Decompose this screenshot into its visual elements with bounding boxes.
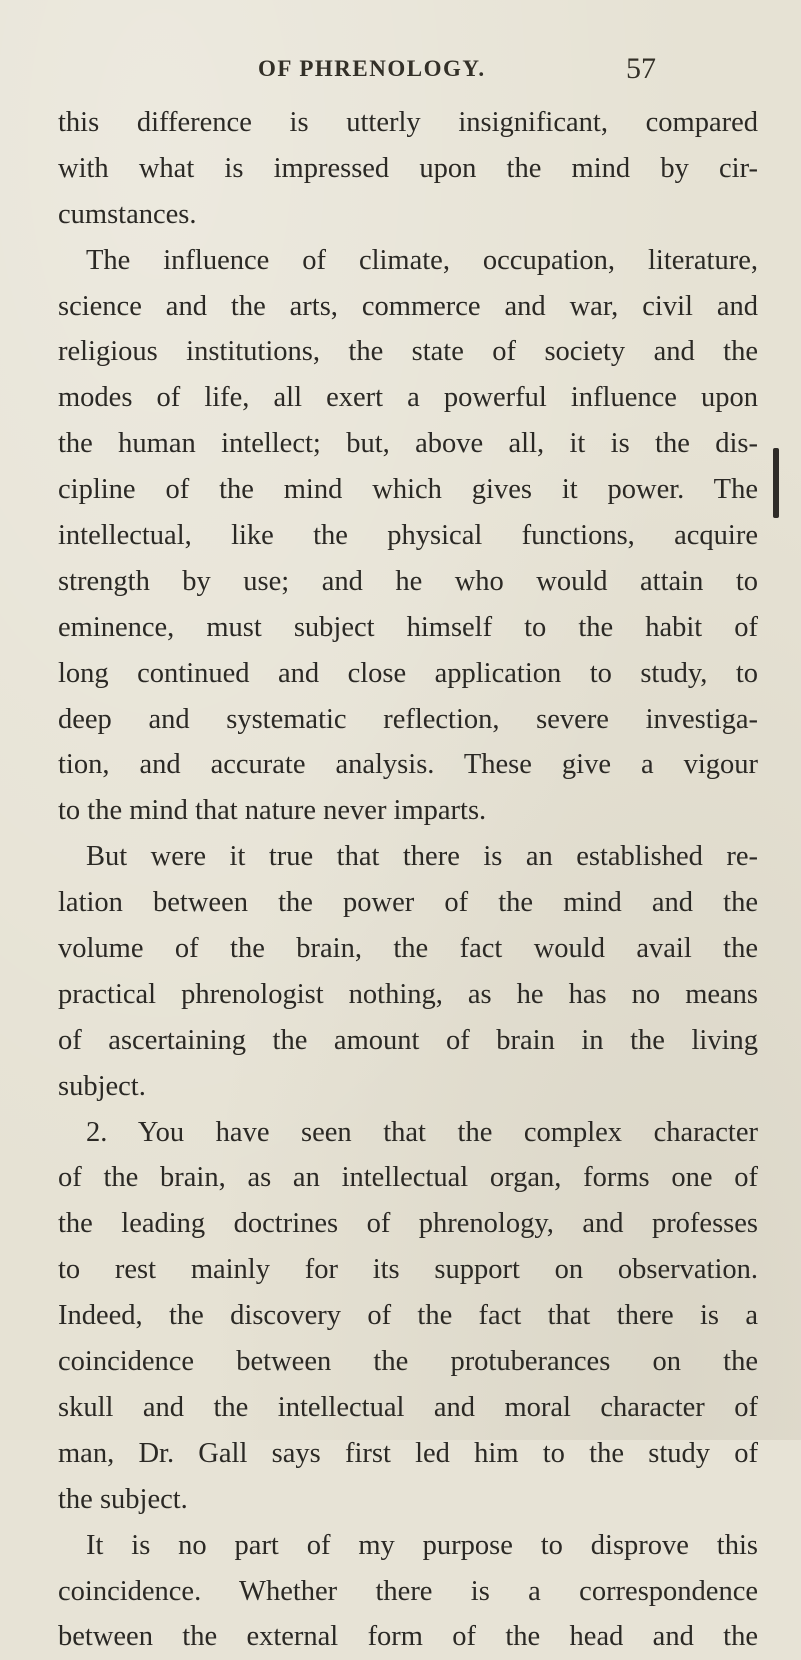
text-line: long continued and close application to study, to — [58, 657, 758, 689]
paragraph-start-line: The influence of climate, occupation, literature, — [86, 244, 758, 276]
margin-mark — [773, 448, 779, 518]
body-text — [58, 100, 758, 1660]
text-line: strength by use; and he who would attain to — [58, 565, 758, 597]
text-line: of ascertaining the amount of brain in the living — [58, 1024, 758, 1056]
page-header — [0, 54, 801, 94]
text-line: of the brain, as an intellectual organ, forms one of — [58, 1162, 758, 1194]
text-line: with what is impressed upon the mind by cir- — [58, 152, 758, 184]
text-line: to the mind that nature never imparts. — [58, 795, 487, 827]
text-line: subject. — [58, 1070, 146, 1102]
text-line: lation between the power of the mind and the — [58, 887, 758, 919]
text-line: Indeed, the discovery of the fact that there is a — [58, 1300, 758, 1332]
text-line: eminence, must subject himself to the habit of — [58, 611, 758, 643]
text-line: volume of the brain, the fact would avail the — [58, 933, 758, 965]
text-line: between the external form of the head and the — [58, 1621, 758, 1653]
paragraph-start-line: 2. You have seen that the complex character — [86, 1116, 758, 1148]
text-line: deep and systematic reflection, severe investiga- — [58, 703, 758, 735]
text-line: religious institutions, the state of society and the — [58, 336, 758, 368]
text-line: science and the arts, commerce and war, civil and — [58, 290, 758, 322]
text-line: cipline of the mind which gives it power. The — [58, 474, 758, 506]
text-line: tion, and accurate analysis. These give a vigour — [58, 749, 758, 781]
running-head: OF PHRENOLOGY. — [258, 56, 486, 81]
paragraph-start-line: It is no part of my purpose to disprove this — [86, 1529, 758, 1561]
text-line: practical phrenologist nothing, as he has no means — [58, 978, 758, 1010]
text-line: the leading doctrines of phrenology, and professes — [58, 1208, 758, 1240]
text-line: the human intellect; but, above all, it is the dis- — [58, 428, 758, 460]
text-line: cumstances. — [58, 198, 197, 230]
text-line: modes of life, all exert a powerful influence upon — [58, 382, 758, 414]
text-line: skull and the intellectual and moral character of — [58, 1391, 758, 1423]
paragraph-start-line: But were it true that there is an established re- — [86, 841, 758, 873]
page-number: 57 — [626, 52, 656, 85]
text-line: coincidence between the protuberances on the — [58, 1346, 758, 1378]
text-line: this difference is utterly insignificant, compared — [58, 107, 758, 138]
text-line: to rest mainly for its support on observation. — [58, 1254, 758, 1286]
text-line: coincidence. Whether there is a correspondence — [58, 1575, 758, 1607]
text-line: intellectual, like the physical functions, acquire — [58, 520, 758, 552]
text-line: man, Dr. Gall says first led him to the study of — [58, 1437, 758, 1469]
text-line: the subject. — [58, 1483, 188, 1515]
